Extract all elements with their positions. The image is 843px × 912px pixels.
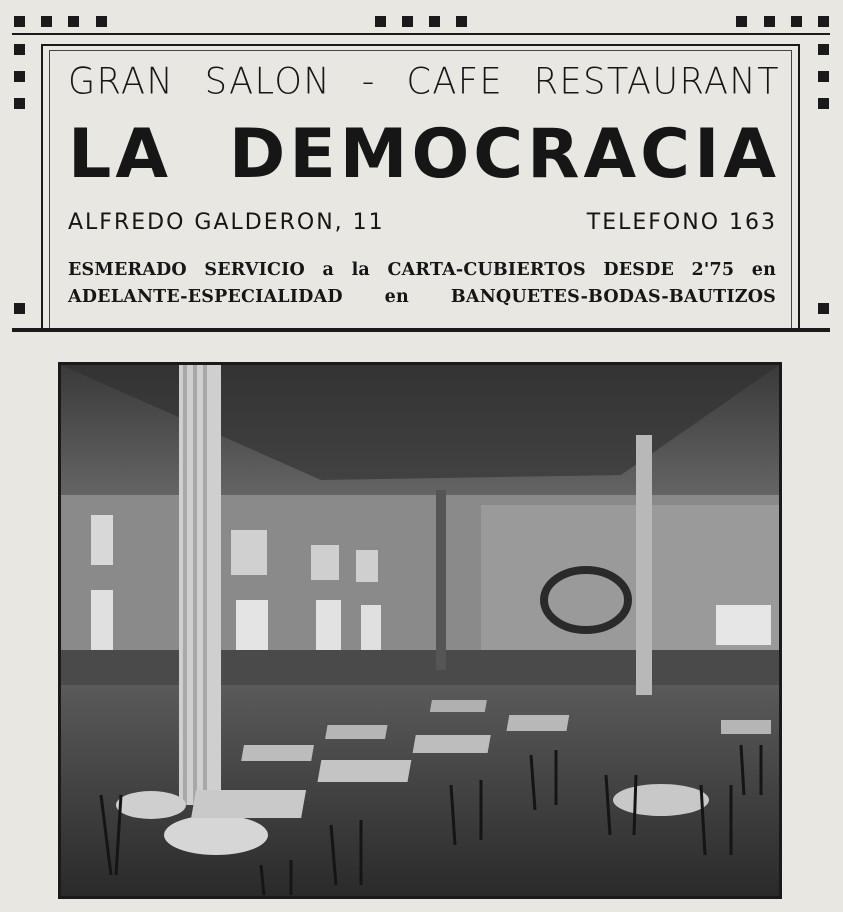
ornament-dot [429,16,440,27]
bottom-rule [12,328,830,332]
ornament-dot [402,16,413,27]
top-rule [12,33,830,35]
ornament-dot [96,16,107,27]
phone-text: TELEFONO 163 [586,210,777,235]
ornament-dot [375,16,386,27]
restaurant-name: LA DEMOCRACIA [68,115,780,194]
interior-photo [58,362,782,899]
restaurant-interior-photo-icon [61,365,779,896]
ornament-dot [14,303,25,314]
ornament-dot [764,16,775,27]
service-line-1: ESMERADO SERVICIO a la CARTA-CUBIERTOS DESDE 2'75 en [68,260,776,280]
ornament-dot [68,16,79,27]
ornament-dot [14,44,25,55]
ornament-dot [14,16,25,27]
ornament-dot [791,16,802,27]
ornament-dot [736,16,747,27]
ornament-dot [818,98,829,109]
ornament-dot [818,44,829,55]
ornament-dot [14,98,25,109]
ornament-dot [818,71,829,82]
service-line-2: ADELANTE-ESPECIALIDAD en BANQUETES-BODAS-BAUTIZOS [68,287,776,307]
ornament-dot [818,303,829,314]
subtitle-line: GRAN SALON - CAFE RESTAURANT [68,61,780,103]
address-text: ALFREDO GALDERON, 11 [68,210,385,235]
ornament-dot [14,71,25,82]
ornament-dot [818,16,829,27]
ornament-dot [456,16,467,27]
ornament-dot [41,16,52,27]
